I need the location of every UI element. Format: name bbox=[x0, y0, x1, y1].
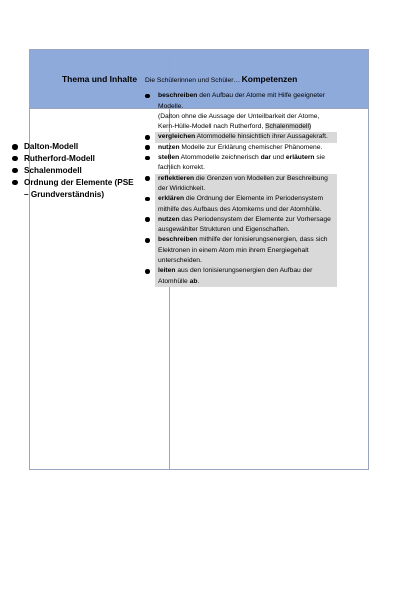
competency-item: erklären die Ordnung der Elemente im Periodensystem mithilfe des Aufbaus des Atomkerns und der Atomhülle. bbox=[145, 194, 337, 215]
bullet-icon bbox=[145, 197, 150, 202]
topic-item: Schalenmodell bbox=[12, 165, 137, 177]
bullet-icon bbox=[145, 238, 150, 243]
header-topics: Thema und Inhalte bbox=[61, 74, 138, 84]
competency-item: beschreiben mithilfe der Ionisierungsenergien, dass sich Elektronen in einem Atom min ihrem Energiegehalt unterscheiden. bbox=[145, 235, 337, 266]
bullet-icon bbox=[12, 168, 18, 174]
competency-item: reflektieren die Grenzen von Modellen zur Beschreibung der Wirklichkeit. bbox=[145, 174, 337, 195]
bullet-icon bbox=[145, 156, 150, 161]
bullet-icon bbox=[145, 94, 150, 99]
bullet-icon bbox=[145, 145, 150, 150]
competency-item: leiten aus den Ionisierungsenergien den Aufbau der Atomhülle ab. bbox=[145, 266, 337, 287]
competency-item: stellen Atommodelle zeichnerisch dar und erläutern sie fachlich korrekt. bbox=[145, 153, 337, 174]
bullet-icon bbox=[12, 144, 18, 150]
bullet-icon bbox=[145, 269, 150, 274]
competency-item: beschreiben den Aufbau der Atome mit Hilfe geeigneter Modelle. (Dalton ohne die Aussage der Unteilbarkeit der Atome, Kern-Hülle-Modell nach Rutherford, Schalenmodell) bbox=[145, 91, 337, 132]
bullet-icon bbox=[145, 135, 150, 140]
intro-text: Die Schülerinnen und Schüler… bbox=[145, 77, 241, 84]
competency-item: nutzen Modelle zur Erklärung chemischer Phänomene. bbox=[145, 143, 337, 153]
topics-list bbox=[12, 141, 137, 201]
competencies-list bbox=[145, 91, 337, 287]
bullet-icon bbox=[145, 176, 150, 181]
header-competencies: Kompetenzen bbox=[241, 74, 298, 84]
competency-item: nutzen das Periodensystem der Elemente zur Vorhersage ausgewählter Strukturen und Eigenschaften. bbox=[145, 215, 337, 236]
topic-item: Ordnung der Elemente (PSE – Grundverständnis) bbox=[12, 177, 137, 200]
competencies-cell bbox=[145, 76, 337, 287]
bullet-icon bbox=[145, 217, 150, 222]
competency-item: vergleichen Atommodelle hinsichtlich ihrer Aussagekraft. bbox=[145, 132, 337, 142]
bullet-icon bbox=[12, 180, 18, 186]
bullet-icon bbox=[12, 156, 18, 162]
topic-item: Rutherford-Modell bbox=[12, 153, 137, 165]
topic-item: Dalton-Modell bbox=[12, 141, 137, 153]
